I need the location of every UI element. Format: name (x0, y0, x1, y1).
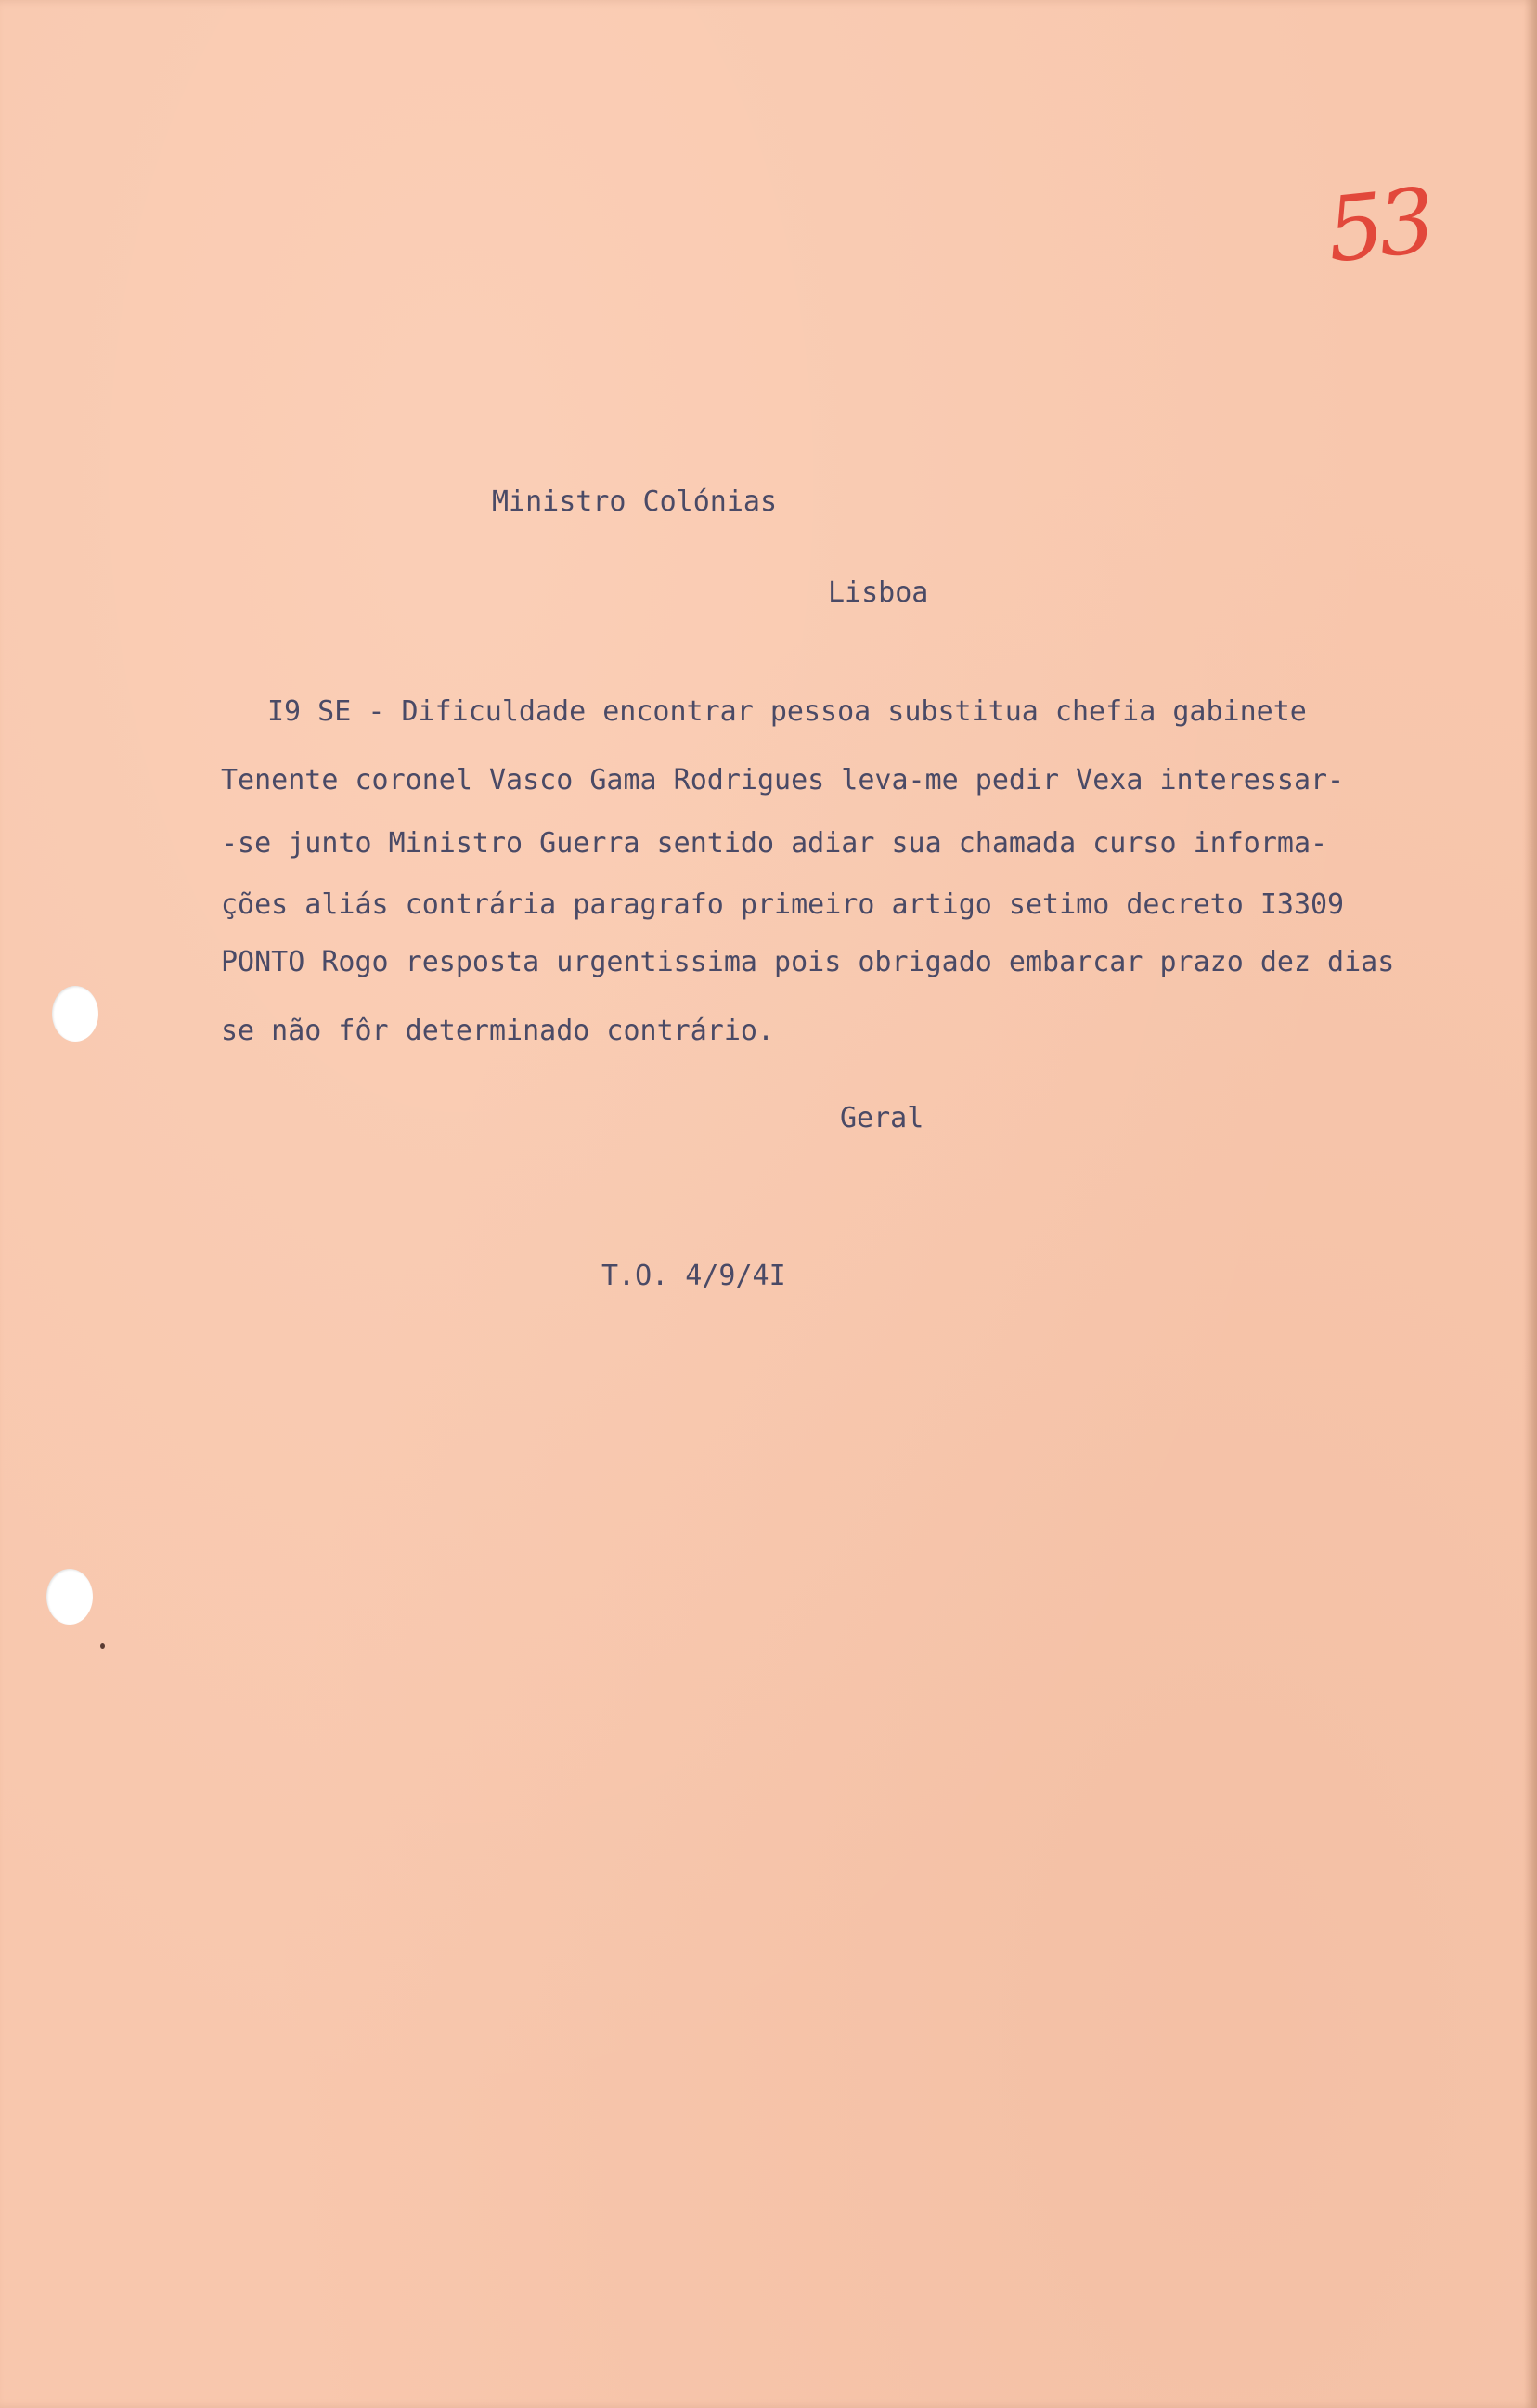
punch-hole-top (52, 986, 98, 1042)
body-line-2: Tenente coronel Vasco Gama Rodrigues leva-me pedir Vexa interessar- (221, 764, 1345, 796)
body-line-4: ções aliás contrária paragrafo primeiro artigo setimo decreto I3309 (221, 888, 1345, 921)
folio-number: 53 (1322, 168, 1435, 283)
reference-date-line: T.O. 4/9/4I (601, 1260, 786, 1292)
punch-hole-bottom (46, 1569, 93, 1625)
body-line-5: PONTO Rogo resposta urgentissima pois obrigado embarcar prazo dez dias (221, 946, 1395, 978)
paper-speck (100, 1643, 105, 1649)
folio-annotation (1318, 168, 1504, 320)
signature-line: Geral (840, 1102, 924, 1134)
body-line-3: -se junto Ministro Guerra sentido adiar sua chamada curso informa- (221, 827, 1328, 860)
city-line: Lisboa (828, 576, 929, 609)
page-edge-shadow (1524, 0, 1537, 2408)
body-line-1: I9 SE - Dificuldade encontrar pessoa substitua chefia gabinete (267, 695, 1307, 728)
addressee-line: Ministro Colónias (492, 485, 778, 518)
body-line-6: se não fôr determinado contrário. (221, 1015, 775, 1047)
